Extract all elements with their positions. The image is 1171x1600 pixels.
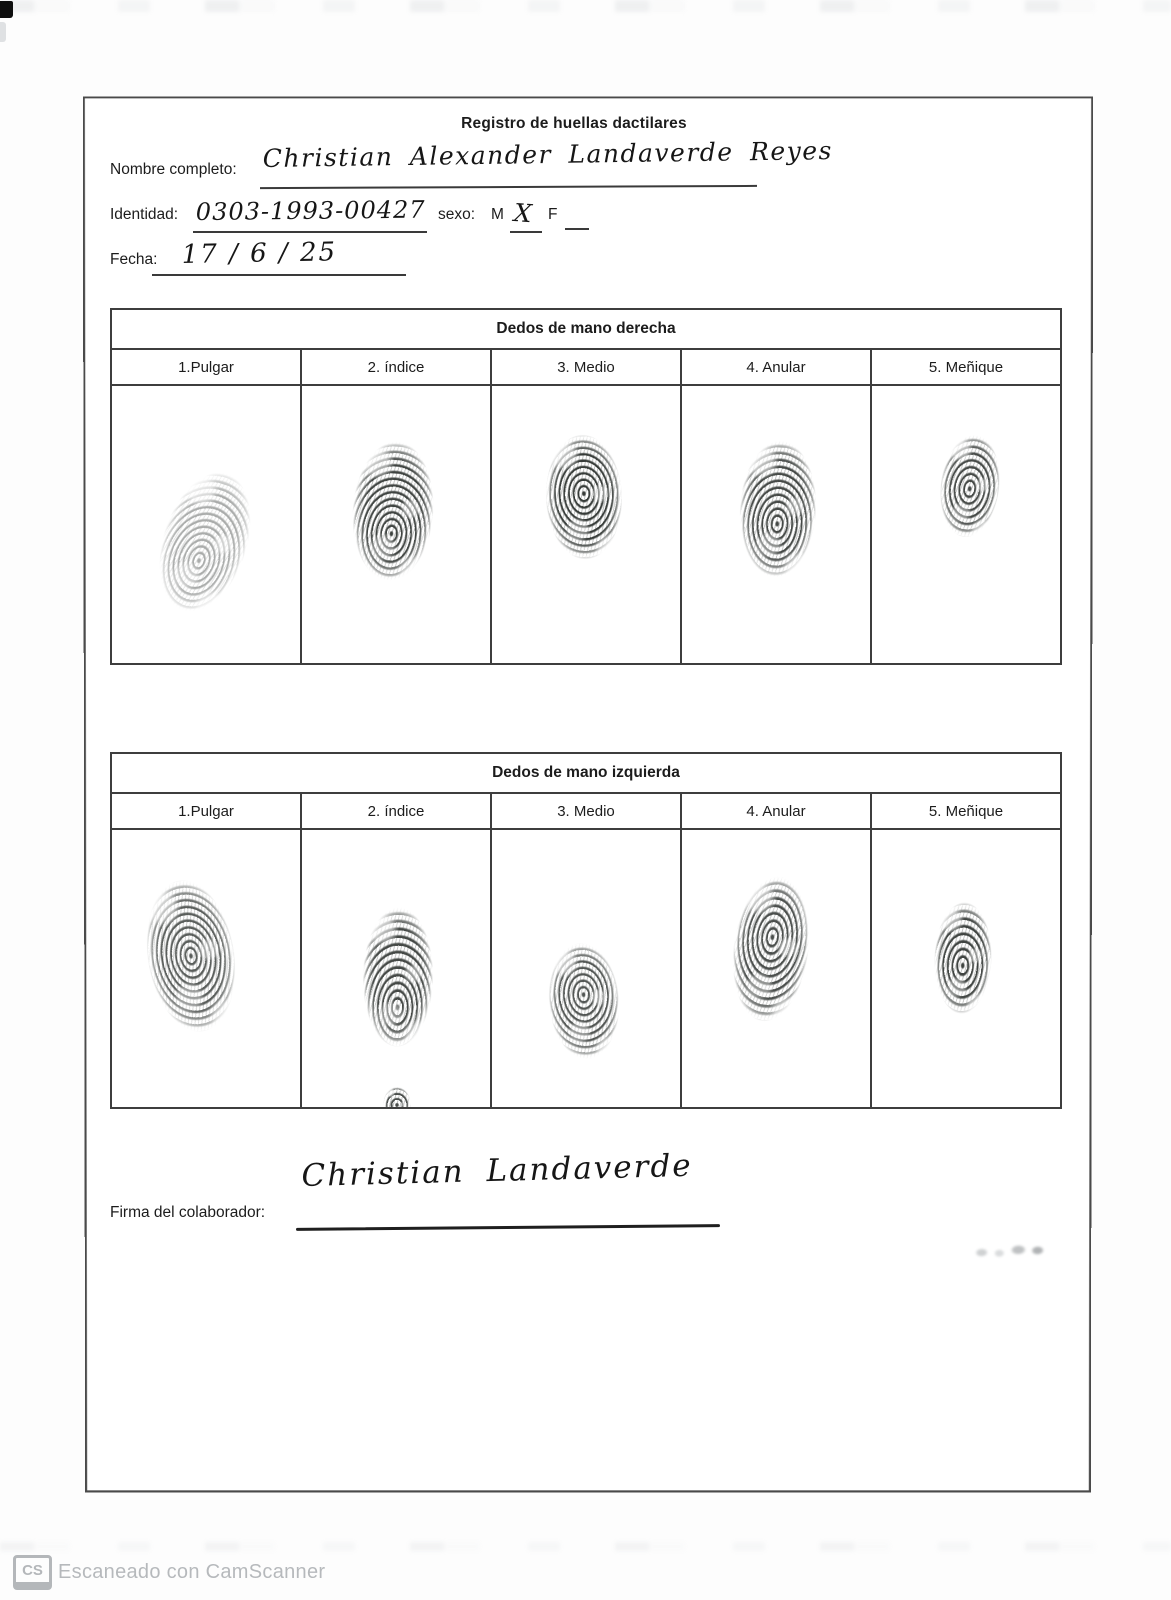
date-blank-line — [152, 274, 406, 276]
identity-label: Identidad: — [110, 206, 179, 223]
fingerprint-right-pulgar — [121, 431, 290, 653]
scan-noise-top — [0, 0, 1171, 12]
left-hand-table-title: Dedos de mano izquierda — [112, 754, 1060, 794]
fingerprint-left-anular — [708, 845, 833, 1054]
name-label: Nombre completo: — [110, 161, 237, 178]
column-header-left-menique: 5. Meñique — [928, 802, 1004, 820]
fingerprint-cell-left-pulgar — [112, 830, 302, 1107]
right-hand-column-headers — [112, 350, 1060, 386]
column-header-right-indice: 2. índice — [302, 350, 492, 384]
fingerprint-cell-left-medio — [492, 830, 682, 1107]
fingerprint-left-pulgar — [116, 844, 265, 1068]
camscanner-watermark-text: Escaneado con CamScanner — [58, 1561, 326, 1583]
fingerprint-right-indice — [332, 412, 455, 609]
date-label: Fecha: — [110, 251, 158, 268]
left-hand-column-headers — [112, 794, 1060, 830]
fingerprint-right-medio — [529, 410, 639, 584]
column-header-right-medio: 3. Medio — [492, 350, 682, 384]
fingerprint-cell-left-menique — [872, 830, 1060, 1107]
name-handwritten-value: Christian Alexander Landaverde Reyes — [262, 136, 834, 173]
scan-edge-mark — [0, 22, 6, 42]
scan-corner-mark — [0, 1, 13, 18]
fingerprint-left-menique — [921, 881, 1004, 1036]
right-hand-print-row — [112, 386, 1060, 663]
sex-label: sexo: — [438, 206, 476, 223]
fingerprint-cell-right-medio — [492, 386, 682, 663]
date-handwritten-value: 17 / 6 / 25 — [181, 237, 338, 270]
right-hand-table — [110, 308, 1062, 665]
fingerprint-cell-left-indice — [302, 830, 492, 1107]
column-header-left-anular: 4. Anular — [682, 794, 872, 828]
fingerprint-cell-right-indice — [302, 386, 492, 663]
right-hand-table-title: Dedos de mano derecha — [112, 310, 1060, 350]
camscanner-badge-icon: CS — [13, 1555, 52, 1590]
column-header-right-pulgar: 1.Pulgar — [112, 350, 302, 384]
left-hand-table — [110, 752, 1062, 1109]
signature-handwritten-value: Christian Landaverde — [301, 1147, 694, 1194]
sex-male-option: M — [491, 206, 504, 223]
signature-label: Firma del colaborador: — [110, 1204, 266, 1221]
fingerprint-right-anular — [721, 413, 835, 604]
form-title: Registro de huellas dactilares — [461, 115, 687, 132]
fingerprint-cell-right-anular — [682, 386, 872, 663]
fingerprint-left-indice — [348, 881, 447, 1073]
identity-handwritten-value: 0303-1993-00427 — [195, 195, 426, 226]
fingerprint-cell-left-anular — [682, 830, 872, 1107]
fingerprint-cell-right-pulgar — [112, 386, 302, 663]
sex-male-blank-line — [510, 231, 542, 233]
sex-male-x-mark: X — [513, 198, 533, 229]
column-header-left-pulgar: 1.Pulgar — [112, 794, 302, 828]
fingerprint-cell-right-menique — [872, 386, 1060, 663]
fingerprint-left-indice-lower-blob — [378, 1080, 416, 1107]
column-header-right-anular: 4. Anular — [682, 350, 872, 384]
fingerprint-left-medio — [531, 919, 638, 1083]
identity-blank-line — [193, 231, 427, 233]
fingerprint-right-menique — [922, 412, 1018, 561]
sex-female-blank-line — [565, 228, 589, 230]
column-header-left-medio: 3. Medio — [492, 794, 682, 828]
sex-female-option: F — [548, 206, 558, 223]
left-hand-print-row — [112, 830, 1060, 1107]
column-header-right-menique: 5. Meñique — [928, 358, 1004, 376]
column-header-left-indice: 2. índice — [302, 794, 492, 828]
scan-noise-bottom — [0, 1542, 1171, 1551]
